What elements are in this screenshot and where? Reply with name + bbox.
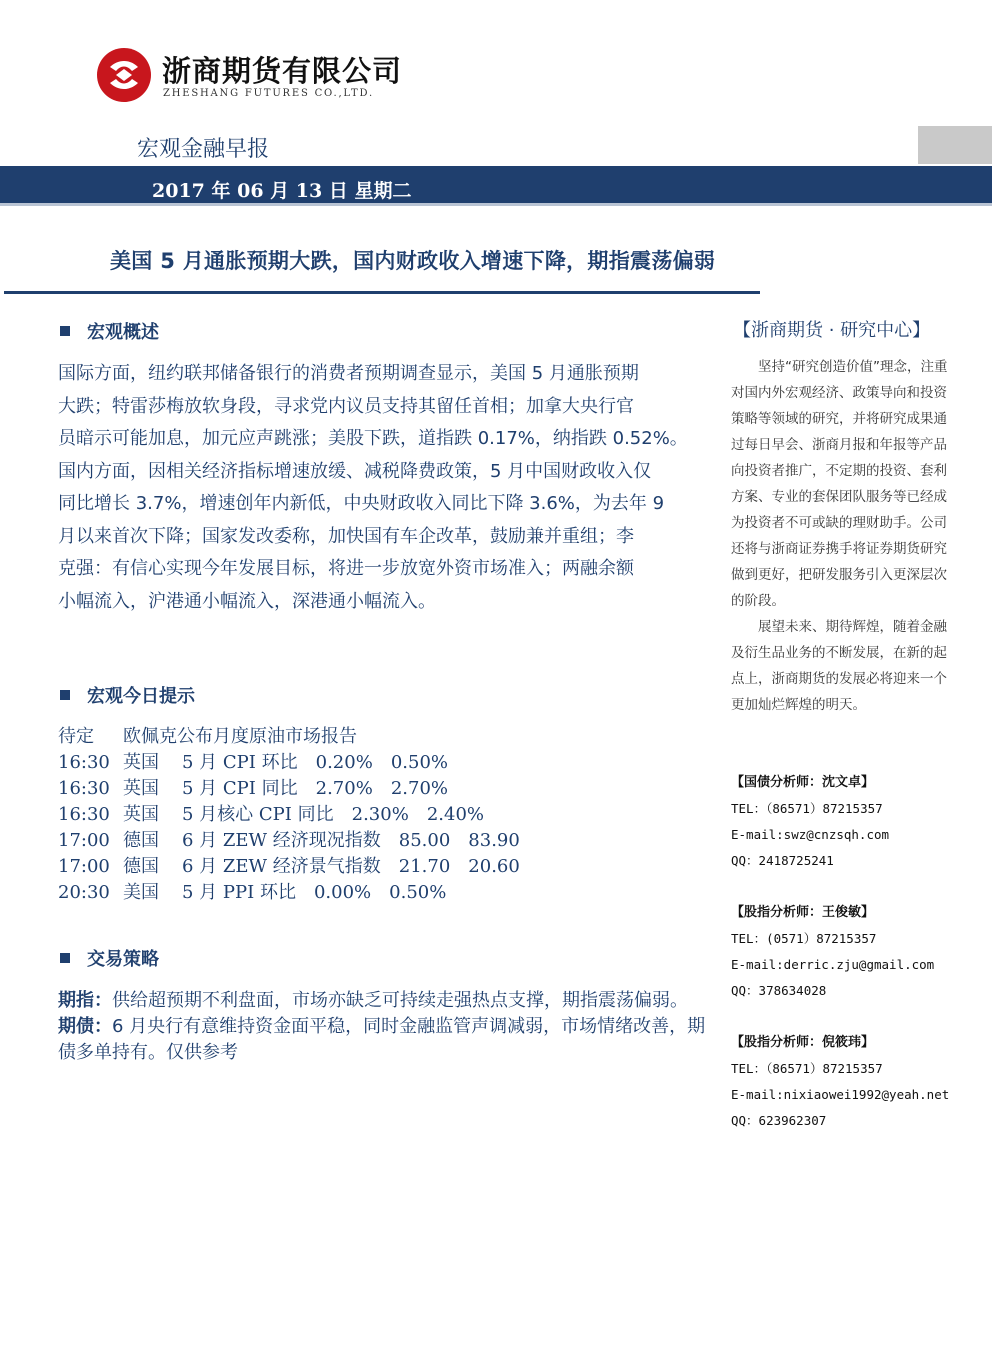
economic-calendar <box>58 724 520 906</box>
section-heading-strategy <box>60 945 159 971</box>
overview-body <box>58 358 710 618</box>
bullet-square-icon <box>60 690 70 700</box>
analyst-qq: QQ：2418725241 <box>731 853 834 868</box>
calendar-forecast: 2.70% <box>390 778 448 799</box>
calendar-time: 20:30 <box>58 882 110 903</box>
analyst-name: 【国债分析师：沈文卓】 <box>731 775 875 790</box>
calendar-row <box>58 750 520 776</box>
calendar-forecast: 0.50% <box>390 752 448 773</box>
date-bar <box>0 166 992 206</box>
analyst-email[interactable]: E-mail:swz@cnzsqh.com <box>731 827 890 842</box>
overview-line: 大跌；特雷莎梅放软身段，寻求党内议员支持其留任首相；加拿大央行官 <box>58 395 634 417</box>
calendar-country: 美国 <box>123 882 159 903</box>
analyst-qq: QQ：378634028 <box>731 983 827 998</box>
strategy-body <box>58 988 710 1066</box>
calendar-row <box>58 828 520 854</box>
calendar-previous: 85.00 <box>398 830 451 851</box>
analyst-tel: TEL：（86571）87215357 <box>731 801 883 816</box>
calendar-country: 德国 <box>123 830 159 851</box>
overview-line: 国内方面，因相关经济指标增速放缓、减税降费政策，5 月中国财政收入仅 <box>58 460 652 482</box>
calendar-previous: 0.00% <box>313 882 372 903</box>
overview-line: 员暗示可能加息，加元应声跳涨；美股下跌，道指跌 0.17%，纳指跌 0.52%。 <box>58 428 688 449</box>
analyst-name: 【股指分析师：王俊敏】 <box>731 905 875 920</box>
overview-line: 同比增长 3.7%，增速创年内新低，中央财政收入同比下降 3.6%，为去年 9 <box>58 493 665 514</box>
calendar-row <box>58 880 520 906</box>
sidebar-intro: 坚持“研究创造价值”理念，注重对国内外宏观经济、政策导向和投资策略等领域的研究，并将研究成果通过每日早会、浙商月报和年报等产品向投资者推广，不定期的投资、套利方案、专业的套保团队服务等已经成为投资者不可或缺的理财助手。公司还将与浙商证券携手将证券期货研究做到更好，把研发服务引入更深层次的阶段。 <box>731 359 948 609</box>
company-name-en: ZHESHANG FUTURES CO.,LTD. <box>163 88 374 99</box>
sidebar-outlook: 展望未来、期待辉煌，随着金融及衍生品业务的不断发展，在新的起点上，浙商期货的发展必将迎来一个更加灿烂辉煌的明天。 <box>731 619 947 713</box>
calendar-previous: 0.20% <box>315 752 373 773</box>
calendar-time: 16:30 <box>58 804 110 825</box>
calendar-event: 5 月 CPI 环比 <box>182 752 298 773</box>
report-type: 宏观金融早报 <box>137 137 270 162</box>
strategy-index-label: 期指： <box>58 990 112 1011</box>
calendar-time: 17:00 <box>58 856 110 877</box>
analyst-qq: QQ：623962307 <box>731 1113 827 1128</box>
calendar-forecast: 0.50% <box>389 882 447 903</box>
strategy-bond <box>58 1014 710 1066</box>
calendar-country: 英国 <box>123 778 159 799</box>
calendar-row <box>58 854 520 880</box>
bullet-square-icon <box>60 953 70 963</box>
overview-line: 小幅流入，沪港通小幅流入，深港通小幅流入。 <box>58 590 436 612</box>
calendar-time: 16:30 <box>58 752 110 773</box>
strategy-index-text: 供给超预期不利盘面，市场亦缺乏可持续走强热点支撑，期指震荡偏弱。 <box>112 990 688 1011</box>
calendar-event: 5 月 CPI 同比 <box>182 778 298 799</box>
calendar-event: 5 月核心 CPI 同比 <box>182 804 334 825</box>
sidebar-title: 【浙商期货 · 研究中心】 <box>733 320 931 341</box>
analyst-email[interactable]: E-mail:derric.zju@gmail.com <box>731 957 935 972</box>
calendar-forecast: 20.60 <box>468 856 520 877</box>
calendar-forecast: 2.40% <box>426 804 484 825</box>
section-title: 宏观今日提示 <box>87 686 195 707</box>
header-decoration-block <box>918 126 992 164</box>
calendar-country: 英国 <box>123 752 159 773</box>
calendar-time: 17:00 <box>58 830 110 851</box>
calendar-time: 16:30 <box>58 778 110 799</box>
calendar-row <box>58 724 520 750</box>
calendar-event: 6 月 ZEW 经济现况指数 <box>182 830 381 851</box>
calendar-row <box>58 776 520 802</box>
company-name-cn: 浙商期货有限公司 <box>162 54 403 88</box>
analyst-name: 【股指分析师：倪筱玮】 <box>731 1035 875 1050</box>
analyst-tel: TEL：（86571）87215357 <box>731 1061 883 1076</box>
calendar-event: 欧佩克公布月度原油市场报告 <box>123 726 357 747</box>
calendar-previous: 2.30% <box>351 804 409 825</box>
calendar-country: 德国 <box>123 856 159 877</box>
company-logo-icon <box>96 47 152 103</box>
calendar-forecast: 83.90 <box>468 830 520 851</box>
page-title: 美国 5 月通胀预期大跌，国内财政收入增速下降，期指震荡偏弱 <box>110 249 716 273</box>
analyst-card <box>731 770 889 874</box>
analyst-email[interactable]: E-mail:nixiaowei1992@yeah.net <box>731 1087 950 1102</box>
calendar-previous: 2.70% <box>315 778 373 799</box>
section-title: 交易策略 <box>87 949 159 970</box>
calendar-event: 5 月 PPI 环比 <box>182 882 296 903</box>
strategy-index <box>58 988 710 1014</box>
calendar-country: 英国 <box>123 804 159 825</box>
section-heading-today <box>60 682 195 708</box>
analyst-card <box>731 1030 949 1134</box>
section-title: 宏观概述 <box>87 322 159 343</box>
strategy-bond-text: 6 月央行有意维持资金面平稳，同时金融监管声调减弱，市场情绪改善，期债多单持有。仅供参考 <box>58 1016 706 1063</box>
calendar-row <box>58 802 520 828</box>
title-divider <box>4 291 760 294</box>
overview-line: 月以来首次下降；国家发改委称，加快国有车企改革，鼓励兼并重组；李 <box>58 525 634 547</box>
section-heading-overview <box>60 318 159 344</box>
bullet-square-icon <box>60 326 70 336</box>
analyst-card <box>731 900 934 1004</box>
strategy-bond-label: 期债： <box>58 1016 112 1037</box>
overview-line: 国际方面，纽约联邦储备银行的消费者预期调查显示，美国 5 月通胀预期 <box>58 363 639 384</box>
analyst-tel: TEL：(0571）87215357 <box>731 931 877 946</box>
calendar-event: 6 月 ZEW 经济景气指数 <box>182 856 381 877</box>
report-date: 2017 年 06 月 13 日 星期二 <box>152 180 412 202</box>
calendar-time: 待定 <box>58 726 94 747</box>
overview-line: 克强：有信心实现今年发展目标，将进一步放宽外资市场准入；两融余额 <box>58 558 634 579</box>
calendar-previous: 21.70 <box>398 856 451 877</box>
